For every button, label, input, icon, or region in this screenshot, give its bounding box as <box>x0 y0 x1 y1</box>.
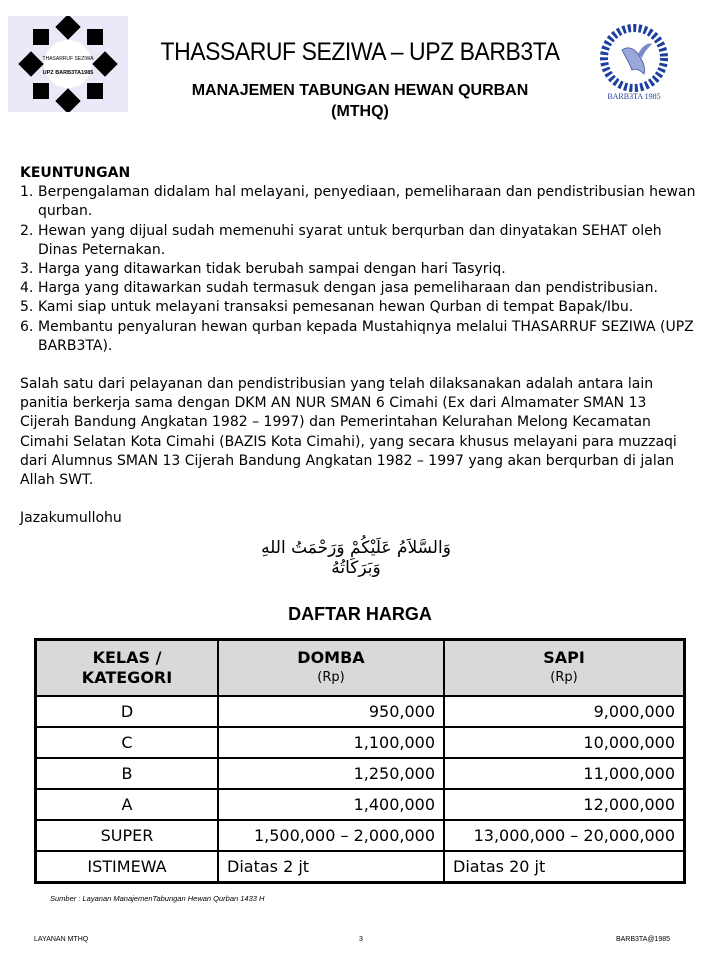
organization-logo-left <box>8 16 128 112</box>
list-item: 5. Kami siap untuk melayani transaksi pemesanan hewan Qurban di tempat Bapak/Ibu. <box>20 299 634 316</box>
cell-sapi: 13,000,000 – 20,000,000 <box>444 820 685 851</box>
footer-left-text: LAYANAN MTHQ <box>34 936 89 943</box>
table-row <box>36 758 685 789</box>
header-sapi: SAPI (Rp) <box>444 640 685 697</box>
cell-domba: 1,500,000 – 2,000,000 <box>218 820 444 851</box>
subtitle-line-1: MANAJEMEN TABUNGAN HEWAN QURBAN <box>191 82 529 99</box>
cell-kelas: SUPER <box>36 820 219 851</box>
cell-kelas: B <box>36 758 219 789</box>
cell-kelas: D <box>36 696 219 727</box>
header-kelas: KELAS / KATEGORI <box>36 640 219 697</box>
cell-domba: 1,100,000 <box>218 727 444 758</box>
list-item: 4. Harga yang ditawarkan sudah termasuk dengan jasa pemeliharaan dan pendistribusian. <box>20 280 658 297</box>
table-row <box>36 789 685 820</box>
cell-sapi: 12,000,000 <box>444 789 685 820</box>
list-item: 3. Harga yang ditawarkan tidak berubah sampai dengan hari Tasyriq. <box>20 261 506 278</box>
cell-kelas: A <box>36 789 219 820</box>
document-title: THASSARUF SEZIWA – UPZ BARB3TA <box>160 38 560 66</box>
table-row <box>36 696 685 727</box>
cell-sapi: 9,000,000 <box>444 696 685 727</box>
star-emblem-icon <box>8 16 128 112</box>
cell-domba: Diatas 2 jt <box>218 851 444 883</box>
source-note: Sumber : Layanan ManajemenTabungan Hewan Qurban 1433 H <box>50 894 265 903</box>
bird-emblem-icon <box>596 20 672 96</box>
cell-sapi: Diatas 20 jt <box>444 851 685 883</box>
table-header-row <box>36 640 685 697</box>
table-row <box>36 727 685 758</box>
list-item: 1. Berpengalaman didalam hal melayani, penyediaan, pemeliharaan dan pendistribusian hewan qurban. <box>20 184 696 220</box>
page-number: 3 <box>359 936 363 943</box>
cell-kelas: ISTIMEWA <box>36 851 219 883</box>
header-domba: DOMBA (Rp) <box>218 640 444 697</box>
svg-text:UPZ BARB3TA1985: UPZ BARB3TA1985 <box>42 70 94 76</box>
benefits-heading: KEUNTUNGAN <box>20 165 131 181</box>
logo-caption: BARB3TA 1985 <box>607 92 661 101</box>
cell-sapi: 11,000,000 <box>444 758 685 789</box>
cell-kelas: C <box>36 727 219 758</box>
document-subtitle <box>140 80 580 122</box>
table-row <box>36 851 685 883</box>
svg-text:THASARRUF SEZIWA: THASARRUF SEZIWA <box>42 56 94 62</box>
body-content <box>20 164 700 528</box>
cell-domba: 1,400,000 <box>218 789 444 820</box>
list-item: 2. Hewan yang dijual sudah memenuhi syarat untuk berqurban dan dinyatakan SEHAT oleh Dinas Peternakan. <box>20 222 662 258</box>
table-row <box>36 820 685 851</box>
footer-right-text: BARB3TA@1985 <box>615 936 670 943</box>
benefits-list <box>20 183 700 356</box>
cell-domba: 950,000 <box>218 696 444 727</box>
list-item: 6. Membantu penyaluran hewan qurban kepada Mustahiqnya melalui THASARRUF SEZIWA (UPZ BARB3TA). <box>20 318 694 354</box>
cell-sapi: 10,000,000 <box>444 727 685 758</box>
description-paragraph: Salah satu dari pelayanan dan pendistribusian yang telah dilaksanakan adalah antara lain panitia berkerja sama dengan DKM AN NUR SMAN 6 Cimahi (Ex dari Almamater SMAN 13 Cijerah Bandung Angkatan 1982 – 1997) dan Pemerintahan Kelurahan Melong Kecamatan Cimahi Selatan Kota Cimahi (BAZIS Kota Cimahi), yang secara khusus melayani para muzzaqi dari Alumnus SMAN 13 Cijerah Bandung Angkatan 1982 – 1997 yang akan berqurban di jalan Allah SWT. <box>20 376 677 489</box>
price-list-title: DAFTAR HARGA <box>288 604 432 624</box>
cell-domba: 1,250,000 <box>218 758 444 789</box>
arabic-salutation: وَالسَّلاَمُ عَلَيْكُمْ وَرَحْمَتُ اللهِ وَبَرَكَاتُهُ <box>261 538 451 578</box>
organization-logo-right <box>596 20 672 110</box>
subtitle-line-2: (MTHQ) <box>331 103 389 120</box>
price-table <box>34 638 686 884</box>
closing-greeting: Jazakumullohu <box>20 510 122 527</box>
